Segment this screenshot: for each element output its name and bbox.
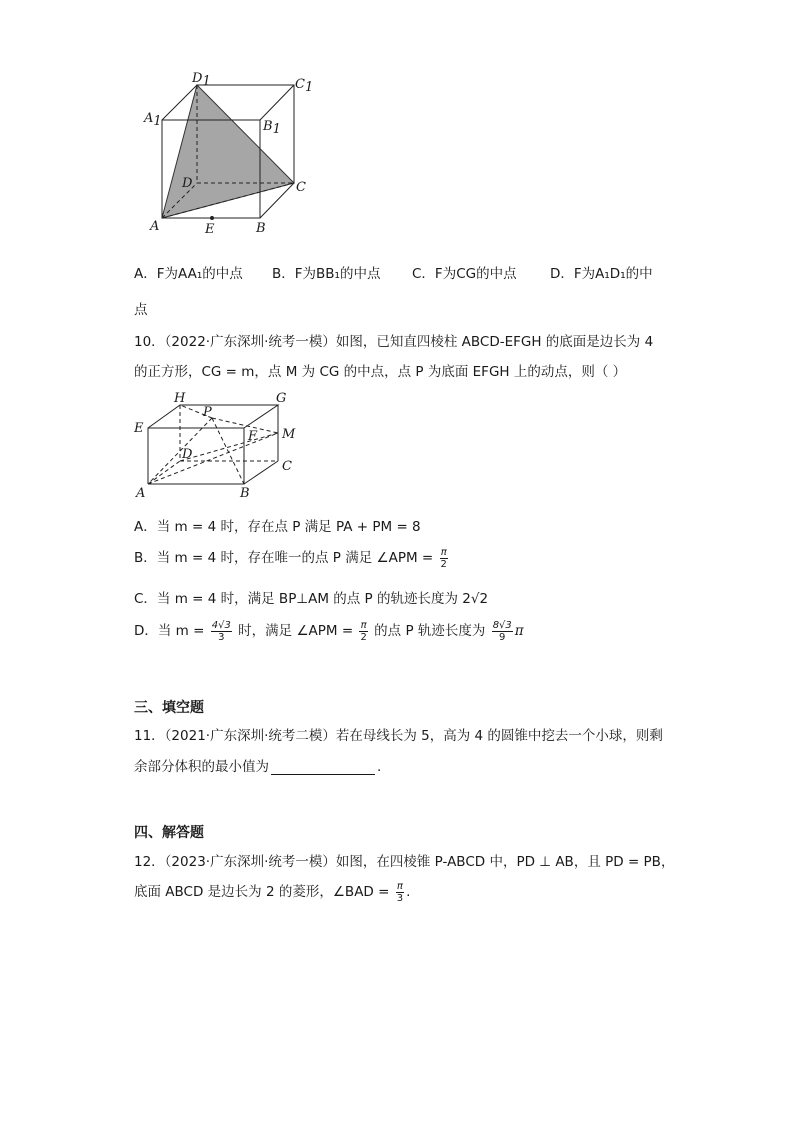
cube-figure	[140, 70, 320, 240]
label-m: M	[282, 427, 296, 442]
label-h: H	[174, 391, 186, 406]
prism-edge	[244, 461, 278, 484]
q9-option-d-wrap: 点	[134, 302, 148, 318]
q11-line1: 11．（2021·广东深圳·统考二模）若在母线长为 5，高为 4 的圆锥中挖去一个小球，则剩	[134, 728, 663, 744]
prism-figure	[130, 388, 330, 503]
q12-line2	[134, 880, 410, 904]
q10-option-d-mid2: 的点 P 轨迹长度为	[374, 623, 486, 639]
section-4-heading: 四、解答题	[134, 825, 204, 841]
q9-option-a: A．F为AA₁的中点	[134, 266, 243, 282]
q11-end: .	[377, 759, 382, 775]
fraction: $\frac{4√3}{3}$	[211, 619, 231, 643]
segment-dm	[180, 433, 278, 461]
q9-option-d: D．F为A₁D₁的中	[550, 266, 653, 282]
prism-hidden-edge	[148, 461, 180, 484]
label-b: B	[256, 221, 266, 236]
q12-line1: 12．（2023·广东深圳·统考一模）如图，在四棱锥 P-ABCD 中，PD ⊥ AB，且 PD = PB，	[134, 854, 675, 870]
pi-symbol: π	[514, 623, 524, 639]
q10-option-c: C．当 m = 4 时，满足 BP⊥AM 的点 P 的轨迹长度为 2√2	[134, 591, 489, 607]
label-d1: D1	[192, 71, 211, 89]
q12-end: .	[406, 884, 411, 900]
fraction: $\frac{\pi}{2}$	[440, 546, 447, 570]
q11-line2	[134, 755, 381, 775]
q10-option-b-text: B．当 m = 4 时，存在唯一的点 P 满足 ∠APM =	[134, 550, 434, 566]
label-d: D	[182, 176, 193, 191]
q12-line2-text: 底面 ABCD 是边长为 2 的菱形，∠BAD =	[134, 884, 390, 900]
point-e	[210, 216, 214, 220]
section-3-heading: 三、填空题	[134, 700, 204, 716]
label-p: P	[203, 405, 212, 420]
q10-option-a: A．当 m = 4 时，存在点 P 满足 PA + PM = 8	[134, 519, 421, 535]
q10-option-d-mid: 时，满足 ∠APM =	[238, 623, 354, 639]
fraction: $\frac{8√3}{9}$	[492, 619, 512, 643]
fraction: $\frac{\pi}{2}$	[360, 619, 367, 643]
answer-blank[interactable]	[271, 760, 375, 775]
label-c: C	[282, 459, 292, 474]
label-a: A	[136, 486, 146, 501]
q9-option-b: B．F为BB₁的中点	[272, 266, 381, 282]
label-f: F	[248, 429, 258, 444]
q10-stem-line1: 10．（2022·广东深圳·统考一模）如图，已知直四棱柱 ABCD-EFGH 的底面是边长为 4	[134, 334, 654, 350]
cube-edge	[260, 85, 294, 120]
label-c1: C1	[295, 77, 314, 95]
label-a: A	[150, 219, 160, 234]
q10-stem-line2: 的正方形，CG = m，点 M 为 CG 的中点，点 P 为底面 EFGH 上的动点，则（ ）	[134, 364, 627, 380]
fraction: $\frac{\pi}{3}$	[396, 880, 404, 904]
label-e: E	[134, 421, 144, 436]
q10-option-b	[134, 546, 450, 570]
segment-pm	[212, 418, 278, 433]
q9-option-c: C．F为CG的中点	[412, 266, 517, 282]
prism-top-back	[148, 405, 278, 428]
label-b1: B1	[263, 119, 281, 137]
segment-am	[148, 433, 278, 484]
q10-option-d-text: D．当 m =	[134, 623, 205, 639]
label-e: E	[205, 222, 215, 237]
label-c: C	[296, 180, 306, 195]
label-d: D	[182, 447, 193, 462]
label-b: B	[240, 486, 250, 501]
label-g: G	[276, 391, 287, 406]
label-a1: A1	[144, 111, 162, 129]
q11-line2-text: 余部分体积的最小值为	[134, 759, 269, 775]
q10-option-d	[134, 619, 524, 643]
